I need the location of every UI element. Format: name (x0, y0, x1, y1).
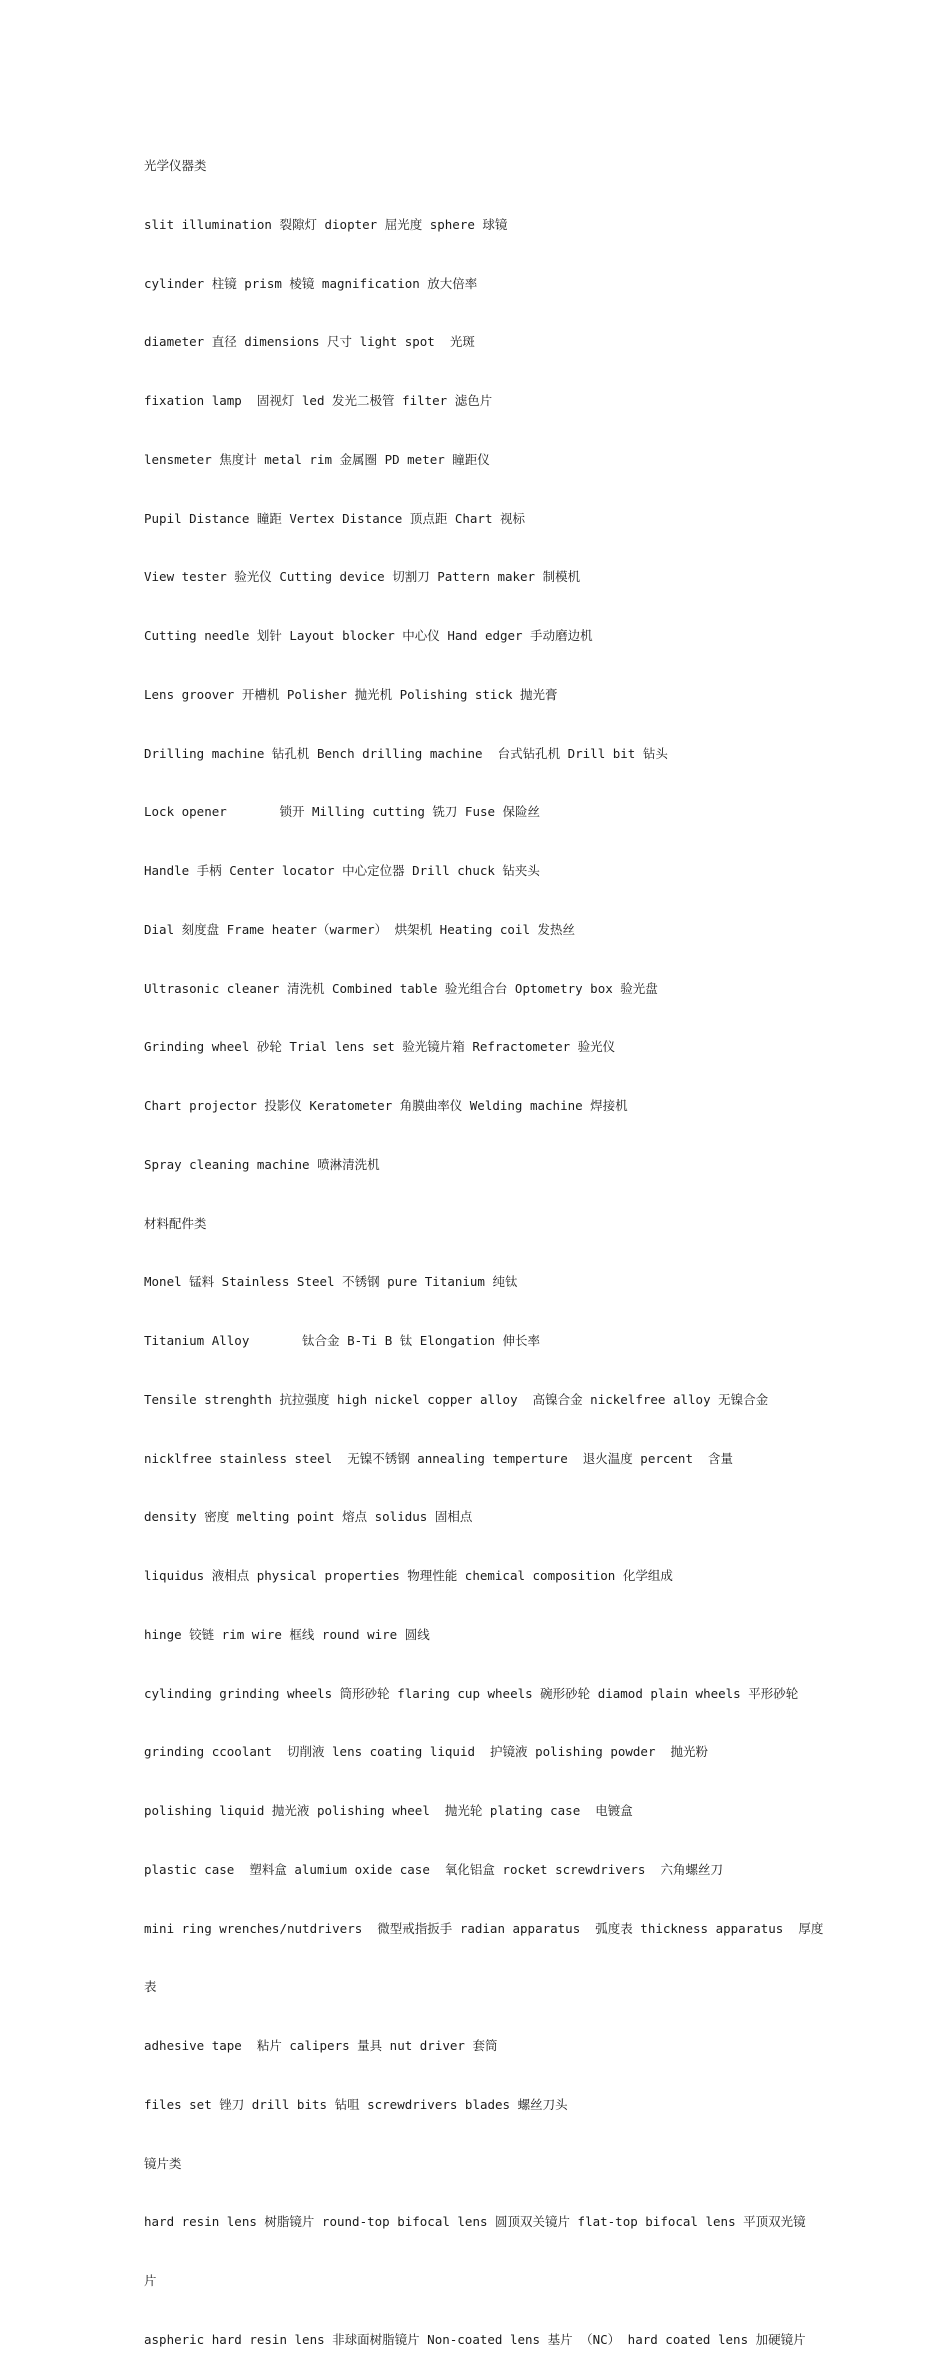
text-line: aspheric hard resin lens 非球面树脂镜片 Non-coated lens 基片 （NC） hard coated lens 加硬镜片 (144, 2331, 806, 2347)
text-line: Titanium Alloy 钛合金 B-Ti B 钛 Elongation 伸长率 (144, 1333, 541, 1348)
text-line: adhesive tape 粘片 calipers 量具 nut driver 套筒 (144, 2038, 498, 2053)
text-line: cylinding grinding wheels 筒形砂轮 flaring cup wheels 碗形砂轮 diamod plain wheels 平形砂轮 (144, 1685, 799, 1701)
text-line: polishing liquid 抛光液 polishing wheel 抛光轮 plating case 电镀盒 (144, 1803, 633, 1818)
text-line: Lens groover 开槽机 Polisher 抛光机 Polishing stick 抛光膏 (144, 686, 558, 702)
section-heading-optical-instruments: 光学仪器类 (144, 158, 207, 173)
text-line: lensmeter 焦度计 metal rim 金属圈 PD meter 瞳距仪 (144, 451, 490, 467)
text-line: Grinding wheel 砂轮 Trial lens set 验光镜片箱 Refractometer 验光仪 (144, 1039, 616, 1055)
text-line: slit illumination 裂隙灯 diopter 屈光度 sphere 球镜 (144, 216, 508, 232)
document-page (144, 122, 824, 2370)
text-line: mini ring wrenches/nutdrivers 微型戒指扳手 radian apparatus 弧度表 thickness apparatus 厚度 (144, 1920, 824, 1936)
text-line: diameter 直径 dimensions 尺寸 light spot 光斑 (144, 334, 475, 350)
text-line: View tester 验光仪 Cutting device 切割刀 Pattern maker 制模机 (144, 569, 581, 585)
text-line: Dial 刻度盘 Frame heater（warmer） 烘架机 Heating coil 发热丝 (144, 921, 576, 937)
text-line: liquidus 液相点 physical properties 物理性能 chemical composition 化学组成 (144, 1568, 673, 1583)
text-line: hinge 铰链 rim wire 框线 round wire 圆线 (144, 1626, 430, 1642)
section-heading-lenses: 镜片类 (144, 2155, 182, 2171)
text-line: Pupil Distance 瞳距 Vertex Distance 顶点距 Chart 视标 (144, 510, 526, 526)
text-line: Chart projector 投影仪 Keratometer 角膜曲率仪 Welding machine 焊接机 (144, 1098, 628, 1113)
text-line: grinding ccoolant 切削液 lens coating liquid 护镜液 polishing powder 抛光粉 (144, 1744, 709, 1760)
text-line: plastic case 塑料盒 alumium oxide case 氧化铝盒 rocket screwdrivers 六角螺丝刀 (144, 1861, 723, 1877)
text-line: Handle 手柄 Center locator 中心定位器 Drill chuck 钻夹头 (144, 863, 540, 878)
text-line: fixation lamp 固视灯 led 发光二极管 filter 滤色片 (144, 393, 493, 408)
text-line: Ultrasonic cleaner 清洗机 Combined table 验光组合台 Optometry box 验光盘 (144, 980, 658, 996)
text-line: nicklfree stainless steel 无镍不锈钢 annealing temperture 退火温度 percent 含量 (144, 1450, 734, 1466)
text-line: Cutting needle 划针 Layout blocker 中心仪 Hand edger 手动磨边机 (144, 628, 593, 643)
text-line: density 密度 melting point 熔点 solidus 固相点 (144, 1509, 473, 1525)
text-line: 片 (144, 2273, 157, 2288)
text-line: cylinder 柱镜 prism 棱镜 magnification 放大倍率 (144, 275, 478, 291)
text-line: Monel 锰料 Stainless Steel 不锈钢 pure Titanium 纯钛 (144, 1274, 518, 1290)
text-line: Lock opener 锁开 Milling cutting 铣刀 Fuse 保险丝 (144, 804, 541, 820)
text-line: Tensile strenghth 抗拉强度 high nickel copper alloy 高镍合金 nickelfree alloy 无镍合金 (144, 1391, 769, 1407)
text-line: files set 锉刀 drill bits 钻咀 screwdrivers blades 螺丝刀头 (144, 2096, 568, 2112)
text-line: 表 (144, 1979, 157, 1995)
section-heading-materials-accessories: 材料配件类 (144, 1215, 207, 1231)
text-line: Spray cleaning machine 喷淋清洗机 (144, 1156, 380, 1172)
text-line: Drilling machine 钻孔机 Bench drilling machine 台式钻孔机 Drill bit 钻头 (144, 745, 668, 761)
text-line: hard resin lens 树脂镜片 round-top bifocal lens 圆顶双关镜片 flat-top bifocal lens 平顶双光镜 (144, 2214, 806, 2230)
